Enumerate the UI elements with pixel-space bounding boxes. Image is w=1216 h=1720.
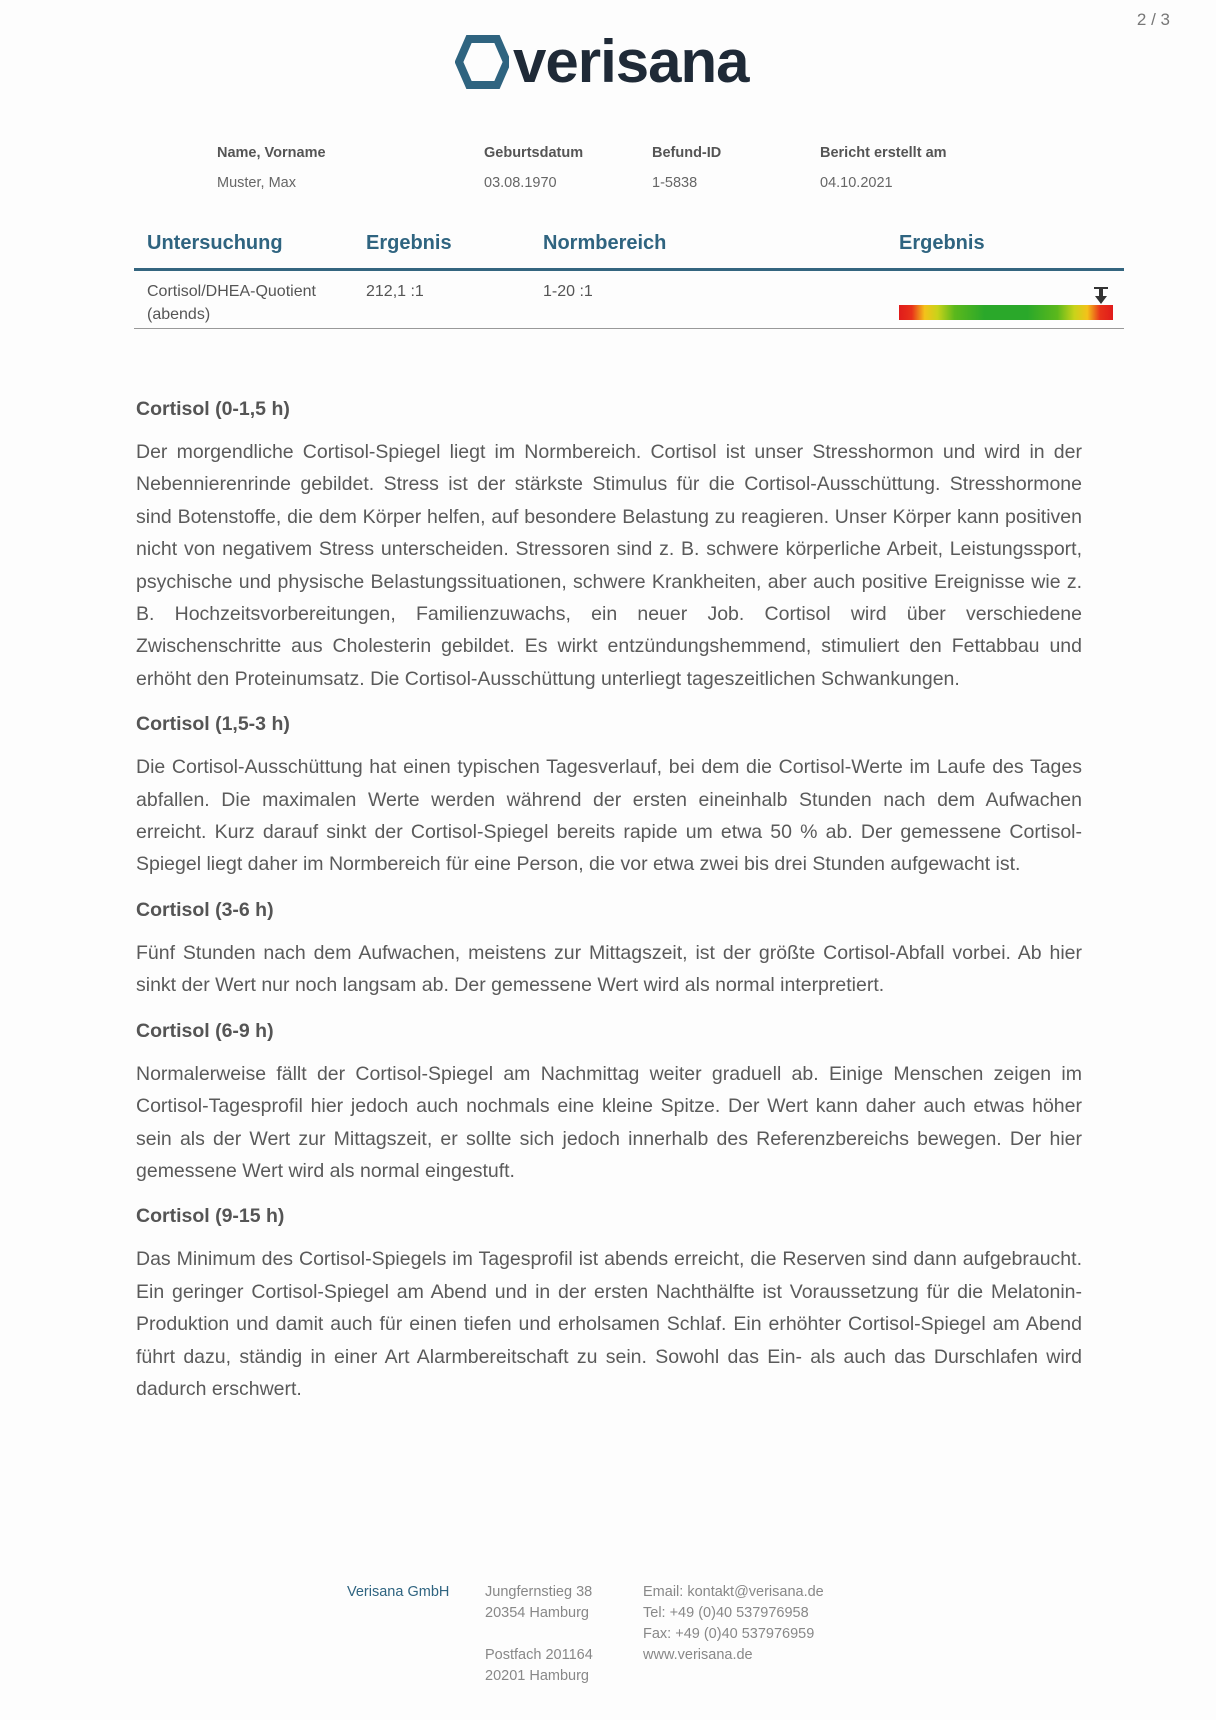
dob-value: 03.08.1970 <box>484 175 557 191</box>
section-title: Cortisol (9-15 h) <box>136 1205 285 1228</box>
dob-block <box>484 145 583 191</box>
test-name: Cortisol/DHEA-Quotient (abends) <box>147 283 316 323</box>
result-gauge-bar <box>899 305 1113 320</box>
contact-website[interactable]: www.verisana.de <box>643 1647 753 1663</box>
name-value: Muster, Max <box>217 175 296 191</box>
hexagon-logo-icon <box>455 35 509 89</box>
address-line: Jungfernstieg 38 <box>485 1584 593 1600</box>
section-body: Der morgendliche Cortisol-Spiegel liegt im Normbereich. Cortisol ist unser Stresshormon und wird in der Nebennierenrinde gebildet. Stress ist der stärkste Stimulus für die Cortisol-Ausschüttung. Stresshormone sind Botenstoffe, die dem Körper helfen, auf besondere Belastung zu reagieren. Unser Körper kann positiven nicht von negativem Stress unterscheiden. Stressoren sind z. B. schwere körperliche Arbeit, Leistungssport, psychische und physische Belastungssituationen, schwere Krankheiten, aber auch positive Ereignisse wie z. B. Hochzeitsvorbereitungen, Familienzuwachs, ein neuer Job. Cortisol wird über verschiedene Zwischenschritte aus Cholesterin gebildet. Es wirkt entzündungshemmend, stimuliert den Fettabbau und erhöht den Proteinumsatz. Die Cortisol-Ausschüttung unterliegt tageszeitlichen Schwankungen. <box>136 441 1082 690</box>
contact-email[interactable]: Email: kontakt@verisana.de <box>643 1584 824 1600</box>
test-range: 1-20 :1 <box>543 283 593 300</box>
report-id-block <box>652 145 721 191</box>
section-body: Das Minimum des Cortisol-Spiegels im Tagesprofil ist abends erreicht, die Reserven sind dann aufgebraucht. Ein geringer Cortisol-Spiegel am Abend und in der ersten Nachthälfte ist Voraussetzung für die Melatonin-Produktion und damit auch für einen tiefen und erholsamen Schlaf. Ein erhöhter Cortisol-Spiegel am Abend führt dazu, ständig in einer Art Alarmbereitschaft zu sein. Sowohl das Ein- als auch das Durschlafen wird dadurch erschwert. <box>136 1248 1082 1400</box>
section-cortisol-6-9 <box>136 1018 1082 1188</box>
report-id-label: Befund-ID <box>652 145 722 161</box>
section-title: Cortisol (0-1,5 h) <box>136 398 290 420</box>
down-arrow-marker-icon <box>1093 287 1109 305</box>
footer-company: Verisana GmbH <box>347 1584 450 1600</box>
contact-phone: Tel: +49 (0)40 537976958 <box>643 1605 809 1621</box>
header-range: Normbereich <box>543 232 667 254</box>
report-date-block <box>820 145 947 191</box>
header-test: Untersuchung <box>147 232 283 254</box>
footer-contact <box>643 1582 824 1666</box>
header-result: Ergebnis <box>366 232 452 254</box>
contact-fax: Fax: +49 (0)40 537976959 <box>643 1626 815 1642</box>
dob-label: Geburtsdatum <box>484 145 584 161</box>
table-header <box>134 228 1124 271</box>
patient-name-block <box>217 145 326 191</box>
report-sections <box>136 396 1082 1421</box>
footer-address <box>485 1582 593 1687</box>
name-label: Name, Vorname <box>217 145 326 161</box>
section-title: Cortisol (1,5-3 h) <box>136 713 290 736</box>
test-value: 212,1 :1 <box>366 283 424 300</box>
section-cortisol-3-6 <box>136 897 1082 1002</box>
report-id-value: 1-5838 <box>652 175 698 191</box>
report-date-label: Bericht erstellt am <box>820 145 947 161</box>
brand-name: verisana <box>513 28 749 95</box>
section-body: Die Cortisol-Ausschüttung hat einen typischen Tagesverlauf, bei dem die Cortisol-Werte im Laufe des Tages abfallen. Die maximalen Werte werden während der ersten eineinhalb Stunden nach dem Aufwachen erreicht. Kurz darauf sinkt der Cortisol-Spiegel bereits rapide um etwa 50 % ab. Der gemessene Cortisol-Spiegel liegt daher im Normbereich für eine Person, die vor etwa zwei bis drei Stunden aufgewacht ist. <box>136 756 1082 876</box>
section-title: Cortisol (3-6 h) <box>136 898 274 921</box>
section-cortisol-9-15 <box>136 1203 1082 1405</box>
address-line: 20201 Hamburg <box>485 1668 589 1684</box>
page-number: 2 / 3 <box>1136 10 1170 29</box>
verisana-logo <box>455 28 749 95</box>
header-result-gauge: Ergebnis <box>899 232 985 254</box>
address-line: Postfach 201164 <box>485 1647 593 1663</box>
section-title: Cortisol (6-9 h) <box>136 1019 274 1042</box>
result-table <box>134 228 1124 329</box>
address-line <box>485 1624 593 1645</box>
address-line: 20354 Hamburg <box>485 1605 589 1621</box>
section-body: Fünf Stunden nach dem Aufwachen, meistens zur Mittagszeit, ist der größte Cortisol-Abfall vorbei. Ab hier sinkt der Wert nur noch langsam ab. Der gemessene Wert wird als normal interpretiert. <box>136 941 1082 997</box>
report-date-value: 04.10.2021 <box>820 175 893 191</box>
section-cortisol-1-5-3 <box>136 711 1082 881</box>
section-body: Normalerweise fällt der Cortisol-Spiegel am Nachmittag weiter graduell ab. Einige Menschen zeigen im Cortisol-Tagesprofil hier jedoch auch nochmals eine kleine Spitze. Der Wert kann daher auch etwas höher sein als der Wert zur Mittagszeit, er sollte sich jedoch innerhalb des Referenzbereichs bewegen. Der hier gemessene Wert wird als normal eingestuft. <box>136 1062 1082 1182</box>
patient-info <box>0 145 1216 205</box>
table-row <box>134 271 1124 329</box>
section-cortisol-0-1-5 <box>136 396 1082 695</box>
